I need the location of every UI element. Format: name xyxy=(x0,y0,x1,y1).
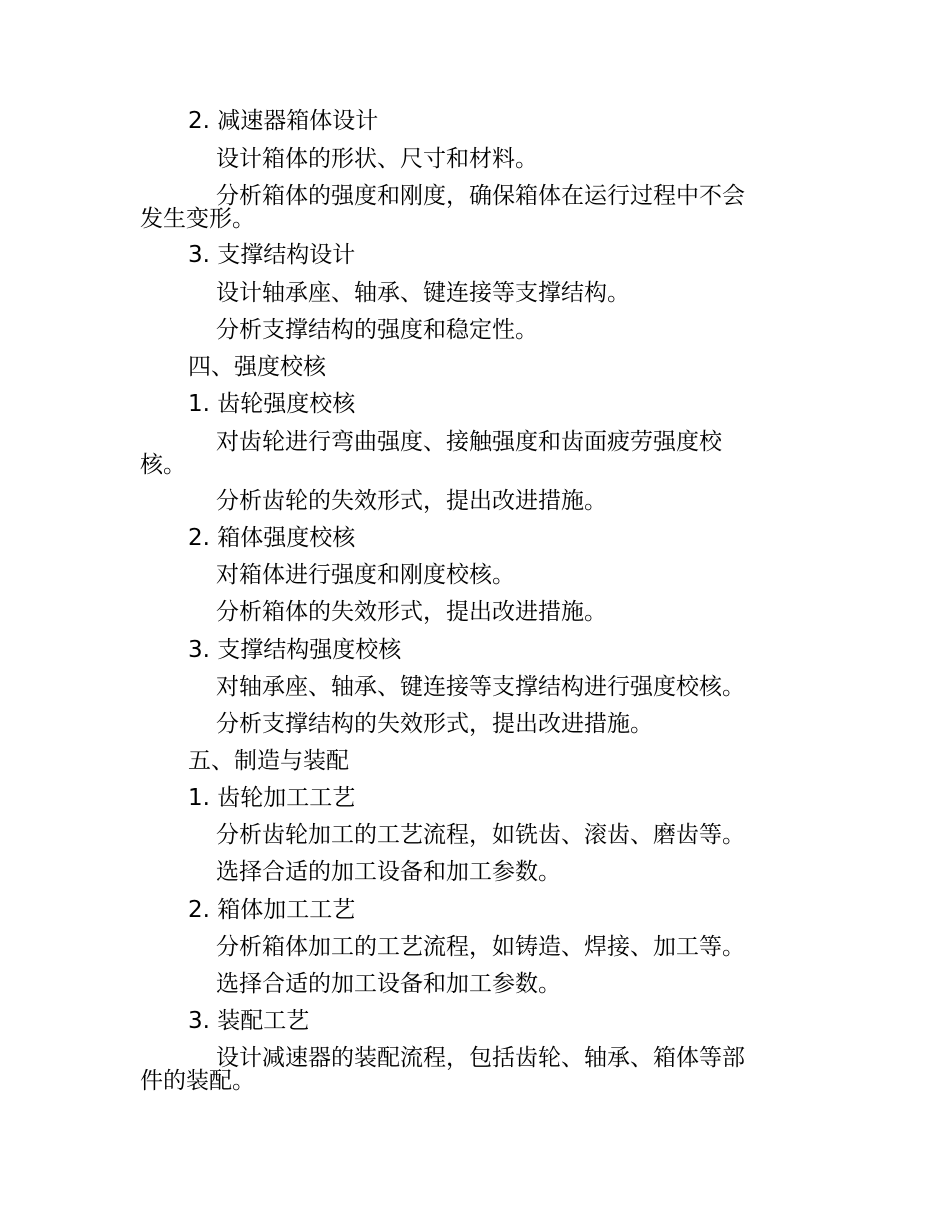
heading-assembly-process: 3. 装配工艺 xyxy=(188,1008,310,1034)
paragraph-gear-check: 对齿轮进行弯曲强度、接触强度和齿面疲劳强度校 xyxy=(216,429,722,455)
paragraph-assembly-flow: 设计减速器的装配流程，包括齿轮、轴承、箱体等部 xyxy=(216,1045,745,1071)
paragraph-housing-shape: 设计箱体的形状、尺寸和材料。 xyxy=(216,146,538,172)
paragraph-housing-failure: 分析箱体的失效形式，提出改进措施。 xyxy=(216,599,607,625)
heading-gear-machining: 1. 齿轮加工工艺 xyxy=(188,785,356,811)
heading-support-strength-check: 3. 支撑结构强度校核 xyxy=(188,637,402,663)
paragraph-gear-equipment: 选择合适的加工设备和加工参数。 xyxy=(216,859,561,885)
paragraph-gear-failure: 分析齿轮的失效形式，提出改进措施。 xyxy=(216,488,607,514)
paragraph-housing-check: 对箱体进行强度和刚度校核。 xyxy=(216,562,515,588)
heading-support-structure-design: 3. 支撑结构设计 xyxy=(188,242,356,268)
heading-housing-strength-check: 2. 箱体强度校核 xyxy=(188,525,356,551)
paragraph-support-check: 对轴承座、轴承、键连接等支撑结构进行强度校核。 xyxy=(216,674,745,700)
paragraph-gear-check-cont: 核。 xyxy=(140,452,186,478)
paragraph-support-failure: 分析支撑结构的失效形式，提出改进措施。 xyxy=(216,711,653,737)
heading-housing-machining: 2. 箱体加工工艺 xyxy=(188,897,356,923)
paragraph-gear-process: 分析齿轮加工的工艺流程，如铣齿、滚齿、磨齿等。 xyxy=(216,822,745,848)
paragraph-housing-process: 分析箱体加工的工艺流程，如铸造、焊接、加工等。 xyxy=(216,934,745,960)
paragraph-housing-strength-cont: 发生变形。 xyxy=(140,206,255,232)
section-heading-strength-check: 四、强度校核 xyxy=(188,354,326,380)
paragraph-support-design: 设计轴承座、轴承、键连接等支撑结构。 xyxy=(216,280,630,306)
heading-gear-strength-check: 1. 齿轮强度校核 xyxy=(188,391,356,417)
paragraph-housing-equipment: 选择合适的加工设备和加工参数。 xyxy=(216,971,561,997)
section-heading-manufacturing-assembly: 五、制造与装配 xyxy=(188,748,349,774)
paragraph-assembly-flow-cont: 件的装配。 xyxy=(140,1068,255,1094)
heading-gearbox-housing-design: 2. 减速器箱体设计 xyxy=(188,108,379,134)
paragraph-housing-strength: 分析箱体的强度和刚度，确保箱体在运行过程中不会 xyxy=(216,183,745,209)
paragraph-support-analysis: 分析支撑结构的强度和稳定性。 xyxy=(216,317,538,343)
